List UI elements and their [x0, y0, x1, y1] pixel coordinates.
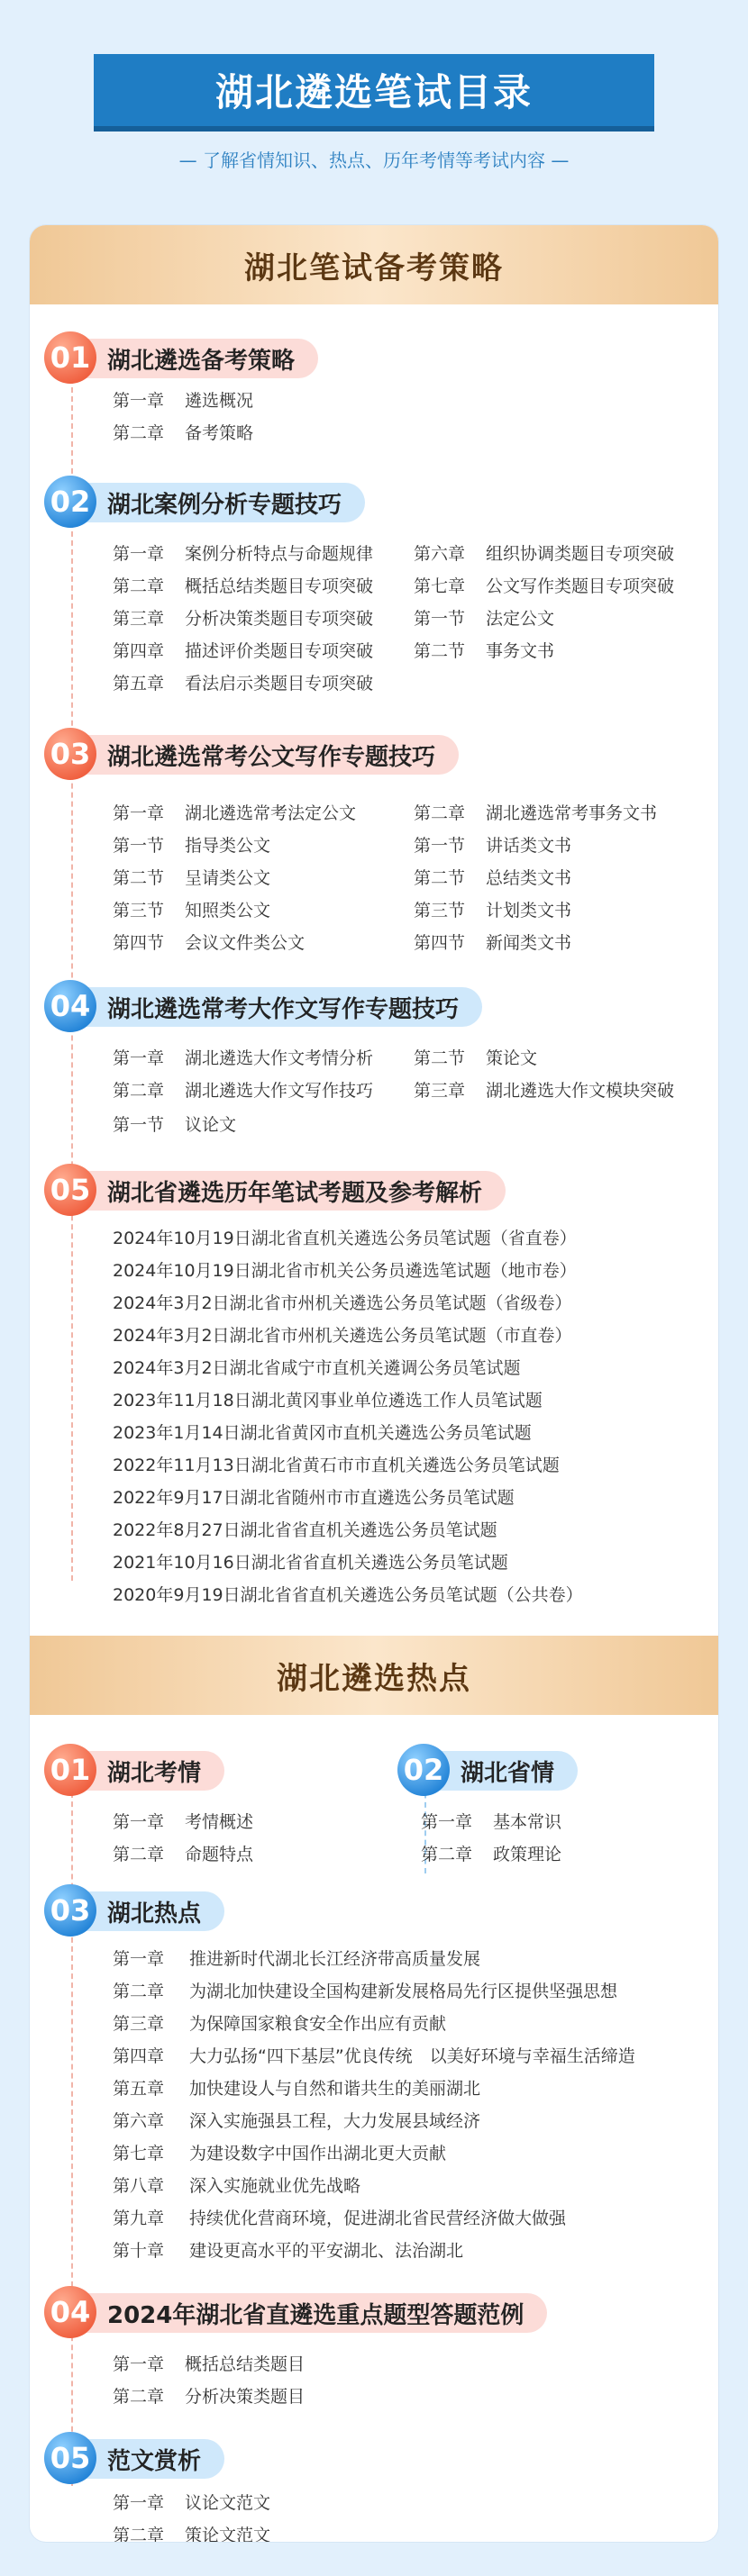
list-item: 第二章 命题特点 — [113, 1845, 254, 1864]
section-title: 湖北遴选常考大作文写作专题技巧 — [59, 987, 482, 1027]
exam-list-item: 2024年3月2日湖北省市州机关遴选公务员笔试题（市直卷） — [113, 1326, 572, 1346]
exam-list-item: 2024年10月19日湖北省市机关公务员遴选笔试题（地市卷） — [113, 1261, 577, 1281]
page-subtitle: — 了解省情知识、热点、历年考情等考试内容 — — [178, 150, 570, 171]
list-item: 第二章 策论文范文 — [113, 2526, 271, 2542]
exam-list-item: 2021年10月16日湖北省省直机关遴选公务员笔试题 — [113, 1553, 508, 1573]
list-item: 第六章 深入实施强县工程，大力发展县域经济 — [113, 2111, 481, 2131]
list-item: 第一章 遴选概况 — [113, 391, 254, 411]
exam-list-item: 2022年9月17日湖北省随州市市直遴选公务员笔试题 — [113, 1488, 515, 1508]
list-item: 第四章 大力弘扬“四下基层”优良传统 以美好环境与幸福生活缔造 — [113, 2046, 635, 2066]
section-number-badge: 03 — [44, 728, 96, 780]
list-item: 第七章 为建设数字中国作出湖北更大贡献 — [113, 2144, 447, 2163]
section-title: 2024年湖北省直遴选重点题型答题范例 — [59, 2293, 547, 2333]
exam-list-item: 2024年3月2日湖北省市州机关遴选公务员笔试题（省级卷） — [113, 1293, 572, 1313]
list-item: 第一章 湖北遴选常考法定公文 — [113, 803, 357, 823]
section-number-badge: 04 — [44, 2286, 96, 2338]
exam-list-item: 2023年11月18日湖北黄冈事业单位遴选工作人员笔试题 — [113, 1391, 543, 1410]
list-item: 第二节 事务文书 — [414, 641, 555, 661]
list-item: 第四章 描述评价类题目专项突破 — [113, 641, 374, 661]
section-title: 湖北案例分析专题技巧 — [59, 483, 365, 522]
list-item: 第二章 备考策略 — [113, 423, 254, 443]
section-number-badge: 05 — [44, 2432, 96, 2484]
section-number-badge: 03 — [44, 1884, 96, 1937]
section-title: 湖北省情 — [412, 1751, 578, 1791]
list-item: 第一章 推进新时代湖北长江经济带高质量发展 — [113, 1949, 481, 1969]
part1-banner: 湖北笔试备考策略 — [30, 225, 718, 304]
section-title: 湖北遴选备考策略 — [59, 339, 318, 378]
exam-list-item: 2022年11月13日湖北省黄石市市直机关遴选公务员笔试题 — [113, 1456, 560, 1475]
list-item: 第二章 政策理论 — [421, 1845, 562, 1864]
list-item: 第二章 概括总结类题目专项突破 — [113, 576, 374, 596]
list-item: 第八章 深入实施就业优先战略 — [113, 2176, 361, 2196]
list-item: 第一节 议论文 — [113, 1115, 237, 1135]
part2-banner: 湖北遴选热点 — [30, 1636, 718, 1715]
list-item: 第一章 概括总结类题目 — [113, 2354, 306, 2374]
list-item: 第五章 加快建设人与自然和谐共生的美丽湖北 — [113, 2079, 481, 2099]
list-item: 第一章 案例分析特点与命题规律 — [113, 544, 374, 564]
list-item: 第一章 湖北遴选大作文考情分析 — [113, 1048, 374, 1068]
list-item: 第四节 新闻类文书 — [414, 933, 572, 953]
list-item: 第一章 考情概述 — [113, 1812, 254, 1832]
list-item: 第一节 指导类公文 — [113, 836, 271, 856]
list-item: 第一章 议论文范文 — [113, 2493, 271, 2513]
section-number-badge: 01 — [44, 1744, 96, 1796]
list-item: 第三章 湖北遴选大作文模块突破 — [414, 1081, 675, 1101]
list-item: 第二章 湖北遴选常考事务文书 — [414, 803, 658, 823]
section-number-badge: 02 — [44, 476, 96, 528]
list-item: 第三章 分析决策类题目专项突破 — [113, 609, 374, 629]
list-item: 第一节 讲话类文书 — [414, 836, 572, 856]
section-title: 范文赏析 — [59, 2439, 224, 2479]
exam-list-item: 2022年8月27日湖北省省直机关遴选公务员笔试题 — [113, 1520, 497, 1540]
list-item: 第三节 知照类公文 — [113, 901, 271, 921]
list-item: 第四节 会议文件类公文 — [113, 933, 306, 953]
list-item: 第二节 总结类文书 — [414, 868, 572, 888]
timeline-line — [71, 369, 73, 1581]
list-item: 第十章 建设更高水平的平安湖北、法治湖北 — [113, 2241, 464, 2261]
list-item: 第一章 基本常识 — [421, 1812, 562, 1832]
section-title: 湖北热点 — [59, 1891, 224, 1931]
exam-list-item: 2024年10月19日湖北省直机关遴选公务员笔试题（省直卷） — [113, 1229, 577, 1248]
list-item: 第三节 计划类文书 — [414, 901, 572, 921]
list-item: 第二节 呈请类公文 — [113, 868, 271, 888]
list-item: 第二章 湖北遴选大作文写作技巧 — [113, 1081, 374, 1101]
section-number-badge: 01 — [44, 331, 96, 384]
list-item: 第一节 法定公文 — [414, 609, 555, 629]
list-item: 第二章 为湖北加快建设全国构建新发展格局先行区提供坚强思想 — [113, 1982, 618, 2001]
section-title: 湖北考情 — [59, 1751, 224, 1791]
catalog-card — [30, 225, 718, 2542]
list-item: 第七章 公文写作类题目专项突破 — [414, 576, 675, 596]
exam-list-item: 2023年1月14日湖北省黄冈市直机关遴选公务员笔试题 — [113, 1423, 532, 1443]
exam-list-item: 2020年9月19日湖北省省直机关遴选公务员笔试题（公共卷） — [113, 1585, 583, 1605]
section-title: 湖北省遴选历年笔试考题及参考解析 — [59, 1171, 506, 1211]
section-title: 湖北遴选常考公文写作专题技巧 — [59, 735, 459, 775]
page-title: 湖北遴选笔试目录 — [94, 54, 654, 132]
list-item: 第二节 策论文 — [414, 1048, 538, 1068]
section-number-badge: 02 — [397, 1744, 450, 1796]
list-item: 第二章 分析决策类题目 — [113, 2387, 306, 2407]
list-item: 第九章 持续优化营商环境，促进湖北省民营经济做大做强 — [113, 2209, 567, 2228]
list-item: 第三章 为保障国家粮食安全作出应有贡献 — [113, 2014, 447, 2034]
exam-list-item: 2024年3月2日湖北省咸宁市直机关遴调公务员笔试题 — [113, 1358, 521, 1378]
section-number-badge: 05 — [44, 1164, 96, 1216]
list-item: 第六章 组织协调类题目专项突破 — [414, 544, 675, 564]
list-item: 第五章 看法启示类题目专项突破 — [113, 674, 374, 694]
section-number-badge: 04 — [44, 980, 96, 1032]
